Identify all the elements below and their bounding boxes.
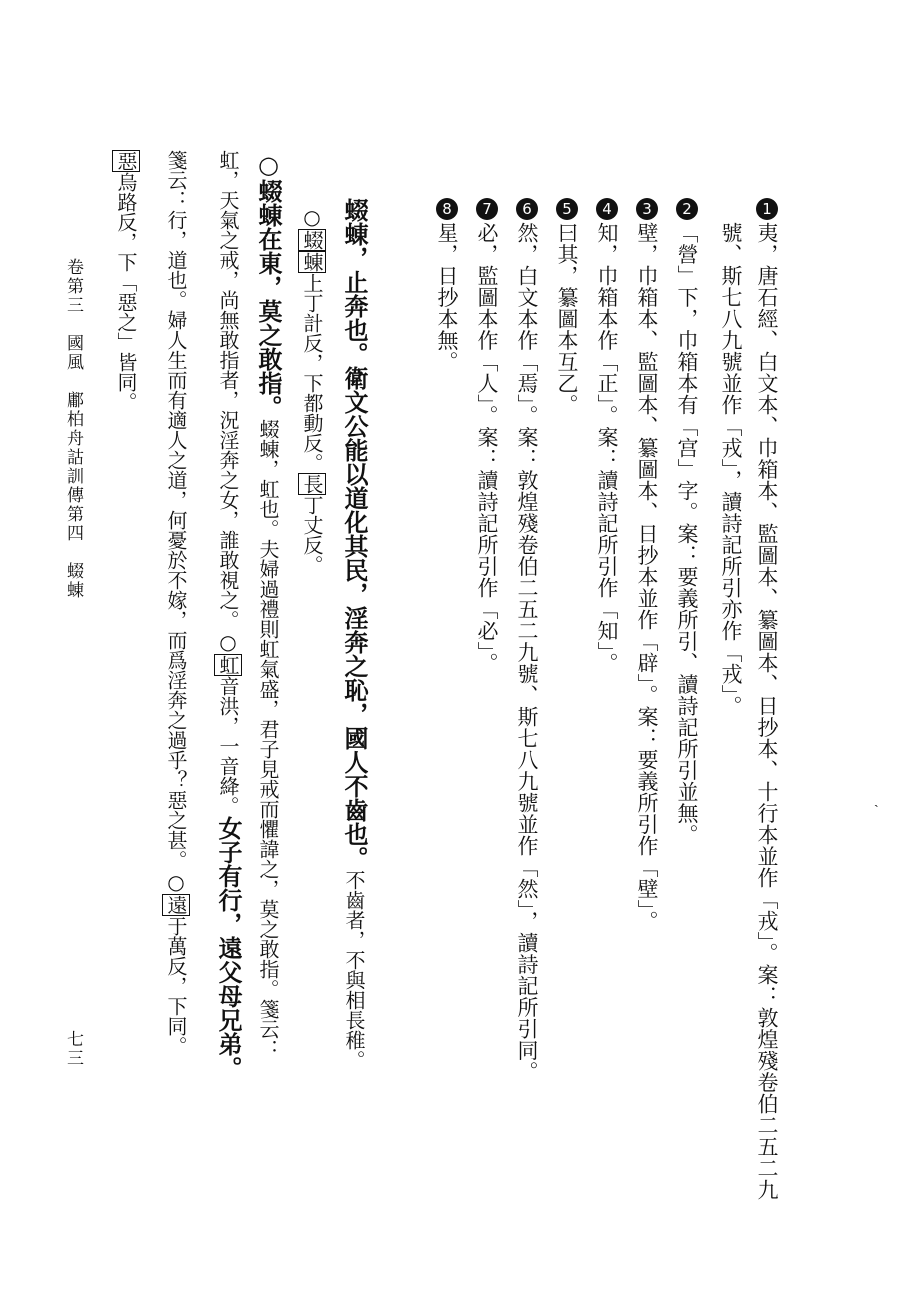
body-col-3 — [254, 150, 283, 1059]
note-marker-7: 7 — [478, 199, 496, 219]
stray-mark: ˏ — [874, 792, 879, 808]
note-2-text: 「營」下，巾箱本有「宫」字。案：要義所引、讀詩記所引並無。 — [675, 222, 699, 846]
commentary-text: 箋云：行，道也。婦人生而有適人之道，何憂於不嫁，而爲淫奔之過乎？惡之甚。○ — [164, 150, 188, 894]
pronunciation-note: 于萬反，下同。 — [164, 916, 188, 1056]
circle-mark: ○ — [300, 205, 324, 229]
note-7-text: 必，監圖本作「人」。案：讀詩記所引作「必」。 — [475, 222, 499, 674]
note-4 — [596, 198, 618, 674]
note-7 — [476, 198, 498, 674]
note-3 — [636, 198, 658, 932]
boxed-char: 長 — [300, 474, 324, 494]
page-number: 七三 — [63, 1030, 83, 1068]
boxed-char: 遠 — [164, 895, 188, 915]
commentary-text: 虹，天氣之戒，尚無敢指者，況淫奔之女，誰敢視之。○ — [216, 150, 240, 654]
boxed-char: 蝃 — [300, 230, 324, 250]
body-col-1 — [340, 198, 369, 1070]
boxed-char: 虹 — [216, 655, 240, 675]
body-col-6 — [116, 150, 136, 412]
pronunciation-note: 音洪，一音絳。 — [216, 676, 240, 816]
note-1-text-2: 號、斯七八九號並作「戎」，讀詩記所引亦作「戎」。 — [719, 222, 743, 717]
body-commentary-1: 不齒者，不與相長稚。 — [342, 870, 366, 1070]
body-main-3: 女子有行，遠父母兄弟。 — [214, 816, 243, 1080]
note-5 — [556, 198, 578, 416]
note-6 — [516, 198, 538, 1083]
boxed-char: 蝀 — [300, 252, 324, 272]
running-head: 卷第三 國風 鄘柏舟詁訓傳第四 蝃蝀 — [63, 258, 83, 600]
note-2 — [676, 198, 698, 846]
boxed-char: 惡 — [114, 151, 138, 171]
body-commentary-2: 蝃蝀，虹也。夫婦過禮則虹氣盛，君子見戒而懼諱之，莫之敢指。箋云： — [256, 419, 280, 1059]
note-6-text: 然，白文本作「焉」。案：敦煌殘卷伯二五二九號、斯七八九號並作「然」，讀詩記所引同。 — [515, 222, 539, 1083]
note-8-text: 星，日抄本無。 — [435, 222, 459, 373]
note-1 — [756, 198, 778, 1201]
body-col-4 — [214, 150, 243, 1080]
note-marker-4: 4 — [598, 199, 616, 219]
note-3-text: 壁，巾箱本、監圖本、纂圖本、日抄本並作「辟」。案：要義所引作「壁」。 — [635, 222, 659, 932]
note-marker-3: 3 — [638, 199, 656, 219]
note-4-text: 知，巾箱本作「正」。案：讀詩記所引作「知」。 — [595, 222, 619, 674]
note-1-continued — [720, 222, 741, 717]
note-1-text: 夷，唐石經、白文本、巾箱本、監圖本、纂圖本、日抄本、十行本並作「戎」。案：敦煌殘卷伯二五二九 — [755, 222, 779, 1201]
body-col-5 — [166, 150, 186, 1056]
note-marker-2: 2 — [678, 199, 696, 219]
pronunciation-note: 上丁計反，下都動反。 — [300, 273, 324, 473]
body-col-2 — [302, 205, 322, 575]
note-marker-8: 8 — [438, 199, 456, 219]
note-8 — [436, 198, 458, 373]
note-marker-6: 6 — [518, 199, 536, 219]
note-marker-5: 5 — [558, 199, 576, 219]
note-marker-1: 1 — [758, 199, 776, 219]
note-5-text: 曰其，纂圖本互乙。 — [555, 222, 579, 416]
body-main-1: 蝃蝀，止奔也。衛文公能以道化其民，淫奔之恥，國人不齒也。 — [340, 198, 369, 870]
pronunciation-note: 烏路反，下「惡之」皆同。 — [114, 172, 138, 412]
body-main-2: ○蝃蝀在東，莫之敢指。 — [254, 150, 283, 419]
pronunciation-note: 丁丈反。 — [300, 495, 324, 575]
